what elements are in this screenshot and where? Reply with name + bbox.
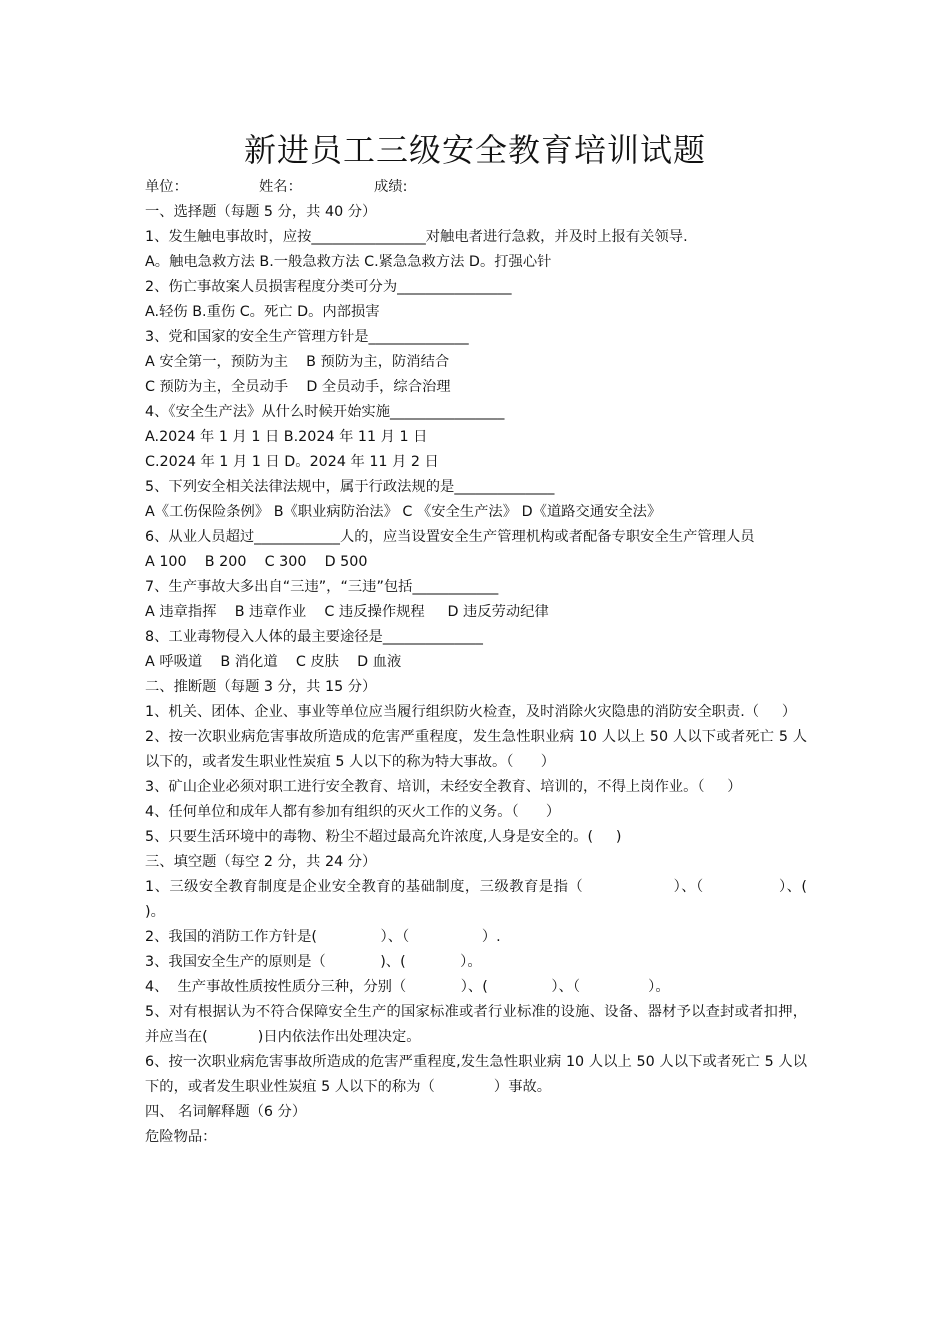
s2-question-2: 2、按一次职业病危害事故所造成的危害严重程度，发生急性职业病 10 人以上 50 人以下或者死亡 5 人以下的，或者发生职业性炭疽 5 人以下的称为特大事故。（ ） (145, 729, 807, 770)
s1-question-8: 8、工业毒物侵入人体的最主要途径是______________ (145, 629, 483, 645)
header-fields (145, 175, 807, 200)
section1-heading: 一、选择题（每题 5 分，共 40 分） (145, 204, 377, 220)
unit-label: 单位： (145, 179, 188, 195)
s3-question-3: 3、我国安全生产的原则是（ )、( ）。 (145, 954, 482, 970)
s1-question-2: 2、伤亡事故案人员损害程度分类可分为________________ (145, 279, 512, 295)
page-title: 新进员工三级安全教育培训试题 (243, 131, 706, 169)
s1-question-4-options-b: C.2024 年 1 月 1 日 D。2024 年 11 月 2 日 (145, 454, 439, 470)
section2-heading: 二、推断题（每题 3 分，共 15 分） (145, 679, 377, 695)
s1-question-3: 3、党和国家的安全生产管理方针是______________ (145, 329, 469, 345)
section3-heading: 三、填空题（每空 2 分，共 24 分） (145, 854, 377, 870)
s1-question-3-options-b: C 预防为主，全员动手 D 全员动手，综合治理 (145, 379, 451, 395)
name-label: 姓名： (259, 179, 302, 195)
s1-question-5-options: A《工伤保险条例》 B《职业病防治法》 C 《安全生产法》 D《道路交通安全法》 (145, 504, 662, 520)
s1-question-7: 7、生产事故大多出自“三违”，“三违”包括____________ (145, 579, 499, 595)
s3-question-4: 4、 生产事故性质按性质分三种，分别（ ）、( ）、（ ）。 (145, 979, 670, 995)
s3-question-2: 2、我国的消防工作方针是( ）、（ ）. (145, 929, 501, 945)
s1-question-6-options: A 100 B 200 C 300 D 500 (145, 554, 368, 570)
s2-question-5: 5、只要生活环境中的毒物、粉尘不超过最高允许浓度,人身是安全的。( ) (145, 829, 622, 845)
s1-question-1-options: A。触电急救方法 B.一般急救方法 C.紧急急救方法 D。打强心针 (145, 254, 552, 270)
s2-question-1: 1、机关、团体、企业、事业等单位应当履行组织防火检查，及时消除火灾隐患的消防安全职责.（ ） (145, 704, 797, 720)
s1-question-6: 6、从业人员超过____________人的，应当设置安全生产管理机构或者配备专职安全生产管理人员 (145, 529, 755, 545)
s1-question-8-options: A 呼吸道 B 消化道 C 皮肤 D 血液 (145, 654, 402, 670)
s1-question-2-options: A.轻伤 B.重伤 C。死亡 D。内部损害 (145, 304, 380, 320)
s1-question-4: 4、《安全生产法》从什么时候开始实施________________ (145, 404, 505, 420)
section4-heading: 四、 名词解释题（6 分） (145, 1104, 307, 1120)
s1-question-5: 5、下列安全相关法律法规中，属于行政法规的是______________ (145, 479, 555, 495)
s1-question-3-options-a: A 安全第一，预防为主 B 预防为主，防消结合 (145, 354, 450, 370)
exam-content (145, 175, 876, 1150)
s1-question-7-options: A 违章指挥 B 违章作业 C 违反操作规程 D 违反劳动纪律 (145, 604, 549, 620)
s3-question-1: 1、三级安全教育制度是企业安全教育的基础制度，三级教育是指（ ）、（ ）、( )。 (145, 879, 876, 920)
s1-question-1: 1、发生触电事故时，应按________________对触电者进行急救，并及时上报有关领导. (145, 229, 688, 245)
s3-question-5: 5、对有根据认为不符合保障安全生产的国家标准或者行业标准的设施、设备、器材予以查封或者扣押，并应当在( )日内依法作出处理决定。 (145, 1004, 807, 1045)
s4-question-1: 危险物品： (145, 1129, 217, 1145)
s1-question-4-options-a: A.2024 年 1 月 1 日 B.2024 年 11 月 1 日 (145, 429, 428, 445)
s3-question-6: 6、按一次职业病危害事故所造成的危害严重程度,发生急性职业病 10 人以上 50 人以下或者死亡 5 人以下的，或者发生职业性炭疽 5 人以下的称为（ ）事故。 (145, 1054, 807, 1095)
s2-question-4: 4、任何单位和成年人都有参加有组织的灭火工作的义务。（ ） (145, 804, 561, 820)
score-label: 成绩: (374, 179, 408, 195)
s2-question-3: 3、矿山企业必须对职工进行安全教育、培训，未经安全教育、培训的，不得上岗作业。（ ） (145, 779, 742, 795)
